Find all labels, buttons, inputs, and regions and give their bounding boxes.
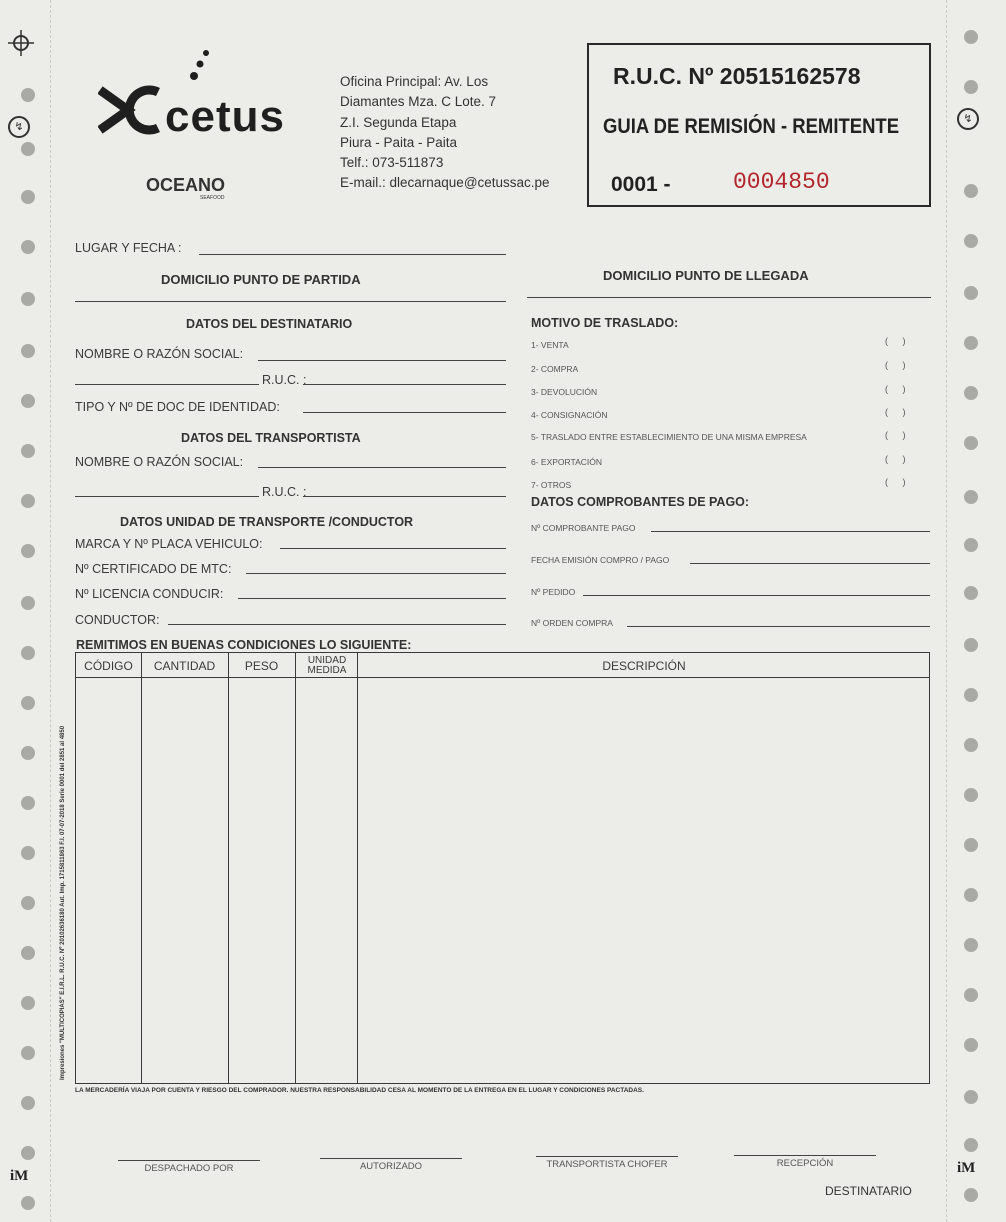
feed-hole	[964, 638, 978, 652]
trans-nombre-field[interactable]	[258, 467, 506, 468]
office-line: Diamantes Mza. C Lote. 7	[340, 94, 497, 110]
feed-hole	[964, 286, 978, 300]
conductor-label: CONDUCTOR:	[75, 613, 160, 627]
table-column-divider	[357, 653, 358, 1083]
feed-hole	[21, 896, 35, 910]
motivo-venta-checkbox[interactable]: ( )	[885, 336, 912, 346]
printer-imprint: Impresiones "MULTICOPIAS" E.I.R.L. R.U.C. Nº 20102636180 Aut. Imp. 1715811863 F.I. 07-07-2018 Serie 0001 del 2851 al 4850	[60, 725, 66, 1080]
items-table	[75, 652, 930, 1084]
trans-ruc-field[interactable]	[303, 496, 506, 497]
brand-tagline: SEAFOOD	[200, 195, 225, 201]
motivo-traslado: 5- TRASLADO ENTRE ESTABLECIMIENTO DE UNA MISMA EMPRESA	[531, 432, 807, 442]
remitimos-title: REMITIMOS EN BUENAS CONDICIONES LO SIGUIENTE:	[76, 638, 412, 652]
motivo-venta: 1- VENTA	[531, 340, 569, 350]
feed-hole	[964, 1038, 978, 1052]
feed-hole	[964, 888, 978, 902]
motivo-compra-checkbox[interactable]: ( )	[885, 360, 912, 370]
punto-partida-field[interactable]	[75, 301, 506, 302]
feed-hole	[21, 1096, 35, 1110]
dest-ruc-label: R.U.C. :	[262, 373, 307, 387]
lugar-fecha-field[interactable]	[199, 254, 506, 255]
comprobante-label: Nº COMPROBANTE PAGO	[531, 523, 636, 533]
destinatario-title: DATOS DEL DESTINATARIO	[186, 317, 353, 331]
trans-nombre-label: NOMBRE O RAZÓN SOCIAL:	[75, 455, 244, 469]
feed-hole	[21, 444, 35, 458]
motivo-devolucion: 3- DEVOLUCIÓN	[531, 387, 598, 397]
pedido-field[interactable]	[583, 595, 930, 596]
motivo-exportacion: 6- EXPORTACIÓN	[531, 457, 603, 467]
motivo-consignacion: 4- CONSIGNACIÓN	[531, 410, 608, 420]
column-codigo: CÓDIGO	[84, 659, 133, 673]
table-column-divider	[141, 653, 142, 1083]
pago-title: DATOS COMPROBANTES DE PAGO:	[531, 495, 750, 509]
motivo-title: MOTIVO DE TRASLADO:	[531, 316, 679, 330]
document-number: 0004850	[733, 169, 830, 195]
feed-hole	[21, 1196, 35, 1210]
feed-hole	[964, 938, 978, 952]
signature-transportista: TRANSPORTISTA CHOFER	[546, 1159, 668, 1170]
table-column-divider	[228, 653, 229, 1083]
dest-nombre-label: NOMBRE O RAZÓN SOCIAL:	[75, 347, 244, 361]
dest-extra-field[interactable]	[75, 384, 259, 385]
feed-hole	[964, 1090, 978, 1104]
column-cantidad: CANTIDAD	[153, 659, 216, 673]
table-column-divider	[295, 653, 296, 1083]
left-feed-strip	[0, 0, 50, 1222]
feed-hole	[21, 846, 35, 860]
signature-autorizado: AUTORIZADO	[359, 1161, 423, 1172]
dest-tipo-doc-field[interactable]	[303, 412, 506, 413]
feed-hole	[21, 292, 35, 306]
feed-hole	[21, 946, 35, 960]
office-phone: Telf.: 073-511873	[340, 155, 444, 171]
feed-hole	[964, 688, 978, 702]
feed-hole	[964, 386, 978, 400]
document-type: GUIA DE REMISIÓN - REMITENTE	[603, 115, 900, 138]
orden-compra-field[interactable]	[627, 626, 930, 627]
column-peso: PESO	[244, 659, 279, 673]
fecha-emision-label: FECHA EMISIÓN COMPRO / PAGO	[531, 555, 670, 565]
licencia-field[interactable]	[238, 598, 506, 599]
feed-hole	[964, 838, 978, 852]
feed-hole	[21, 494, 35, 508]
office-line: Piura - Paita - Paita	[340, 134, 458, 150]
signature-recepcion: RECEPCIÓN	[776, 1158, 834, 1169]
lugar-fecha-label: LUGAR Y FECHA :	[75, 241, 182, 255]
certificado-field[interactable]	[246, 573, 506, 574]
feed-hole	[964, 80, 978, 94]
feed-hole	[21, 796, 35, 810]
feed-hole	[21, 696, 35, 710]
document-serie: 0001 -	[611, 173, 671, 196]
feed-hole	[21, 596, 35, 610]
globe-icon: ↯	[8, 116, 30, 138]
perforation-line	[50, 0, 51, 1222]
signature-line[interactable]	[734, 1155, 876, 1156]
feed-hole	[964, 436, 978, 450]
office-email: E-mail.: dlecarnaque@cetussac.pe	[340, 175, 550, 191]
bubbles-icon	[178, 48, 218, 88]
feed-hole	[964, 336, 978, 350]
transportista-title: DATOS DEL TRANSPORTISTA	[181, 431, 361, 445]
feed-hole	[21, 190, 35, 204]
right-feed-strip	[948, 0, 998, 1222]
dest-nombre-field[interactable]	[258, 360, 506, 361]
feed-hole	[964, 586, 978, 600]
feed-hole	[964, 538, 978, 552]
feed-hole	[21, 344, 35, 358]
brand-subname: OCEANO	[146, 175, 226, 195]
motivo-exportacion-checkbox[interactable]: ( )	[885, 454, 912, 464]
motivo-consignacion-checkbox[interactable]: ( )	[885, 407, 912, 417]
unidad-title: DATOS UNIDAD DE TRANSPORTE /CONDUCTOR	[120, 515, 414, 529]
motivo-traslado-checkbox[interactable]: ( )	[885, 430, 912, 440]
motivo-devolucion-checkbox[interactable]: ( )	[885, 384, 912, 394]
feed-hole	[21, 1146, 35, 1160]
feed-hole	[21, 646, 35, 660]
printer-logo: iM	[957, 1160, 976, 1176]
ruc-number: R.U.C. Nº 20515162578	[613, 63, 861, 89]
liability-note: LA MERCADERÍA VIAJA POR CUENTA Y RIESGO DEL COMPRADOR. NUESTRA RESPONSABILIDAD CESA AL MOMENTO DE LA ENTREGA EN EL LUGAR Y CONDICIONES PACTADAS.	[75, 1087, 644, 1094]
feed-hole	[21, 746, 35, 760]
feed-hole	[964, 788, 978, 802]
feed-hole	[21, 394, 35, 408]
copy-label: DESTINATARIO	[825, 1184, 912, 1198]
feed-hole	[21, 544, 35, 558]
dest-ruc-field[interactable]	[303, 384, 506, 385]
comprobante-field[interactable]	[651, 531, 930, 532]
feed-hole	[964, 1138, 978, 1152]
column-unidad-medida: UNIDAD MEDIDA	[307, 655, 347, 676]
punto-partida-title: DOMICILIO PUNTO DE PARTIDA	[161, 272, 361, 287]
motivo-compra: 2- COMPRA	[531, 364, 579, 374]
feed-hole	[21, 996, 35, 1010]
office-line: Z.I. Segunda Etapa	[340, 114, 457, 130]
feed-hole	[21, 88, 35, 102]
dest-tipo-doc-label: TIPO Y Nº DE DOC DE IDENTIDAD:	[75, 400, 280, 414]
conductor-field[interactable]	[168, 624, 506, 625]
feed-hole	[964, 30, 978, 44]
globe-icon: ↯	[957, 108, 979, 130]
office-line: Oficina Principal: Av. Los	[340, 74, 489, 89]
punto-llegada-title: DOMICILIO PUNTO DE LLEGADA	[603, 268, 809, 283]
licencia-label: Nº LICENCIA CONDUCIR:	[75, 587, 224, 601]
fecha-emision-field[interactable]	[690, 563, 930, 564]
marca-placa-field[interactable]	[280, 548, 506, 549]
signature-despachado: DESPACHADO POR	[144, 1163, 234, 1174]
signature-line[interactable]	[118, 1160, 260, 1161]
certificado-label: Nº CERTIFICADO DE MTC:	[75, 562, 232, 576]
printer-logo: iM	[10, 1168, 29, 1184]
signature-line[interactable]	[536, 1156, 678, 1157]
trans-extra-field[interactable]	[75, 496, 259, 497]
feed-hole	[964, 738, 978, 752]
orden-compra-label: Nº ORDEN COMPRA	[531, 618, 613, 628]
feed-hole	[964, 1188, 978, 1202]
punto-llegada-field[interactable]	[527, 297, 931, 298]
registration-mark-icon	[8, 30, 34, 56]
motivo-otros: 7- OTROS	[531, 480, 572, 490]
feed-hole	[21, 142, 35, 156]
feed-hole	[964, 490, 978, 504]
motivo-otros-checkbox[interactable]: ( )	[885, 477, 912, 487]
feed-hole	[964, 988, 978, 1002]
column-descripcion: DESCRIPCIÓN	[602, 659, 686, 673]
feed-hole	[964, 184, 978, 198]
trans-ruc-label: R.U.C. :	[262, 485, 307, 499]
ruc-box	[587, 43, 931, 207]
signature-line[interactable]	[320, 1158, 462, 1159]
perforation-line	[946, 0, 947, 1222]
brand-name: cetus	[165, 92, 285, 141]
office-address	[340, 72, 550, 194]
feed-hole	[21, 240, 35, 254]
feed-hole	[21, 1046, 35, 1060]
feed-hole	[964, 234, 978, 248]
pedido-label: Nº PEDIDO	[531, 587, 576, 597]
marca-placa-label: MARCA Y Nº PLACA VEHICULO:	[75, 537, 263, 551]
